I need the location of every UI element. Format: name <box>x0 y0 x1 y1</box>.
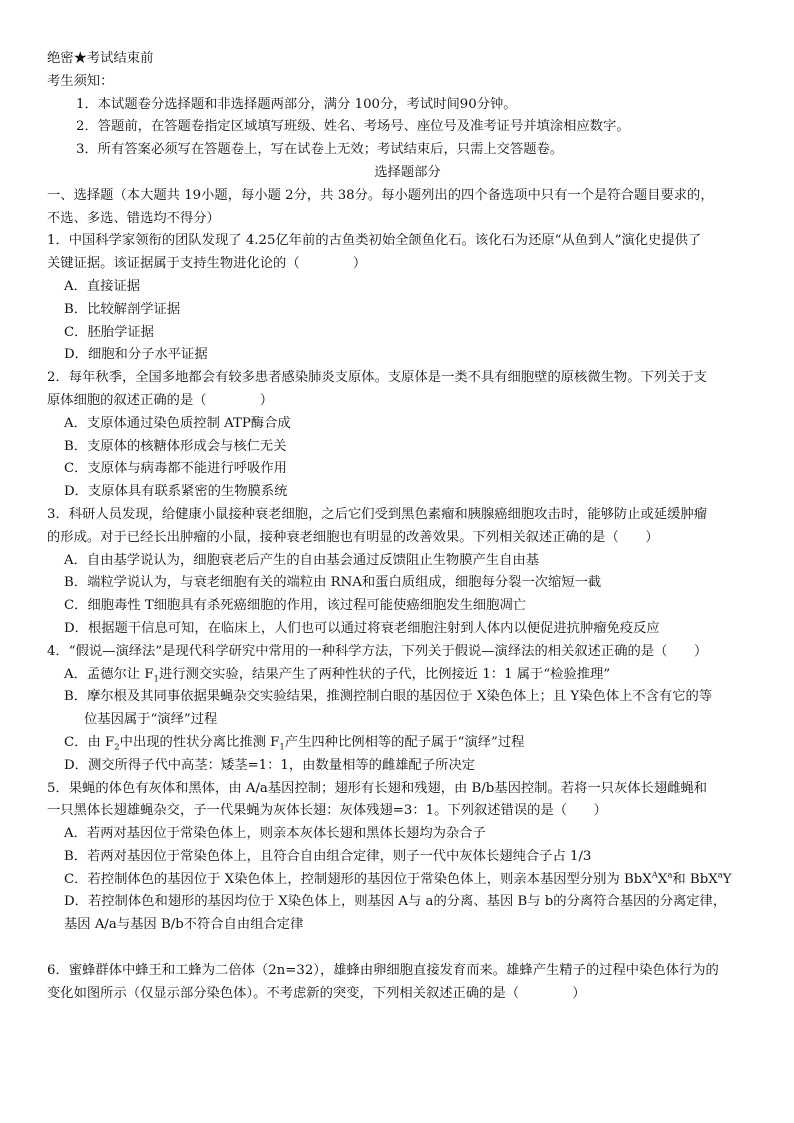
superscript: a <box>667 870 673 881</box>
option-d: D．支原体具有联系紧密的生物膜系统 <box>64 484 288 500</box>
option-d: D．细胞和分子水平证据 <box>64 347 208 363</box>
question-stem: 4．“假说—演绎法”是现代科学研究中常用的一种科学方法，下列关于假说—演绎法的相关叙述正确的是（ ） <box>47 643 708 659</box>
superscript: A <box>651 870 658 881</box>
option-a: A．若两对基因位于常染色体上，则亲本灰体长翅和黑体长翅均为杂合子 <box>64 826 486 842</box>
option-text: A．孟德尔让 F <box>64 666 154 682</box>
option-d: D．根据题干信息可知，在临床上，人们也可以通过将衰老细胞注射到人体内以便促进抗肿瘤免疫反应 <box>64 620 660 636</box>
option-c <box>47 732 772 755</box>
blank-spacer <box>47 937 772 960</box>
option-a: A．自由基学说认为，细胞衰老后产生的自由基会通过反馈阻止生物膜产生自由基 <box>64 552 539 568</box>
option-d-continued: 基因 A/a与基因 B/b不符合自由组合定律 <box>64 917 304 933</box>
option-text: 中出现的性状分离比推测 F <box>119 734 280 750</box>
part-instructions: 不选、多选、错选均不得分） <box>47 210 220 226</box>
question-1 <box>47 230 772 367</box>
option-d: D．测交所得子代中高茎：矮茎=1：1，由数量相等的雌雄配子所决定 <box>64 757 476 773</box>
option-text: C．由 F <box>64 734 115 750</box>
question-stem: 6．蜜蜂群体中蜂王和工蜂为二倍体（2n=32），雄蜂由卵细胞直接发育而来。雄蜂产生精子的过程中染色体行为的 <box>47 963 719 979</box>
question-stem: 原体细胞的叙述正确的是（ ） <box>47 392 274 408</box>
option-d: D．若控制体色和翅形的基因均位于 X染色体上，则基因 A与 a的分离、基因 B与 b的分离符合基因的分离定律， <box>64 894 727 910</box>
question-stem: 3．科研人员发现，给健康小鼠接种衰老细胞，之后它们受到黑色素瘤和胰腺癌细胞攻击时，能够防止或延缓肿瘤 <box>47 506 708 522</box>
option-b: B．比较解剖学证据 <box>64 301 181 317</box>
subscript: 1 <box>279 742 285 753</box>
question-stem: 的形成。对于已经长出肿瘤的小鼠，接种衰老细胞也有明显的改善效果。下列相关叙述正确的是（ ） <box>47 529 659 545</box>
confidential-mark: 绝密★考试结束前 <box>47 51 154 66</box>
notice-item: 1．本试题卷分选择题和非选择题两部分，满分 100分，考试时间90分钟。 <box>76 96 517 112</box>
notice-title: 考生须知： <box>47 73 114 89</box>
option-c <box>47 869 772 892</box>
option-a <box>47 664 772 687</box>
notice-item: 3．所有答案必须写在答题卷上，写在试卷上无效；考试结束后，只需上交答题卷。 <box>76 142 564 158</box>
option-a: A．支原体通过染色质控制 ATP酶合成 <box>64 415 291 431</box>
option-text: X <box>657 871 668 887</box>
question-3 <box>47 504 772 641</box>
exam-page <box>47 48 772 1006</box>
section-title: 选择题部分 <box>374 164 441 180</box>
subscript: 2 <box>114 742 120 753</box>
option-b-continued: 位基因属于“演绎”过程 <box>84 712 218 728</box>
question-5 <box>47 778 772 938</box>
option-text: Y <box>722 871 732 887</box>
question-stem: 变化如图所示（仅显示部分染色体）。不考虑新的突变，下列相关叙述正确的是（ ） <box>47 985 586 1001</box>
question-6 <box>47 960 772 1006</box>
option-text: 和 BbX <box>672 871 718 887</box>
option-text: C．若控制体色的基因位于 X染色体上，控制翅形的基因位于常染色体上，则亲本基因型分别为 BbX <box>64 871 652 887</box>
option-a: A．直接证据 <box>64 278 141 294</box>
option-text: 产生四种比例相等的配子属于“演绎”过程 <box>284 734 525 750</box>
question-stem: 关键证据。该证据属于支持生物进化论的（ ） <box>47 256 367 272</box>
option-b: B．摩尔根及其同事依据果蝇杂交实验结果，推测控制白眼的基因位于 X染色体上；且 Y染色体上不含有它的等 <box>64 689 713 705</box>
question-4 <box>47 641 772 778</box>
option-c: C．胚胎学证据 <box>64 324 154 340</box>
superscript: a <box>717 870 723 881</box>
option-c: C．细胞毒性 T细胞具有杀死癌细胞的作用，该过程可能使癌细胞发生细胞凋亡 <box>64 598 527 614</box>
part-instructions: 一、选择题（本大题共 19小题，每小题 2分，共 38分。每小题列出的四个备选项中只有一个是符合题目要求的， <box>47 187 714 203</box>
question-stem: 2．每年秋季，全国多地都会有较多患者感染肺炎支原体。支原体是一类不具有细胞壁的原核微生物。下列关于支 <box>47 370 708 386</box>
option-c: C．支原体与病毒都不能进行呼吸作用 <box>64 461 287 477</box>
question-2 <box>47 367 772 504</box>
option-b: B．若两对基因位于常染色体上，且符合自由组合定律，则子一代中灰体长翅纯合子占 1/3 <box>64 848 592 864</box>
option-text: 进行测交实验，结果产生了两种性状的子代，比例接近 1：1 属于“检验推理” <box>158 666 611 682</box>
subscript: 1 <box>153 674 159 685</box>
question-stem: 1．中国科学家领衔的团队发现了 4.25亿年前的古鱼类初始全颌鱼化石。该化石为还原“从鱼到人”演化史提供了 <box>47 233 702 249</box>
notice-item: 2．答题前，在答题卷指定区域填写班级、姓名、考场号、座位号及准考证号并填涂相应数字。 <box>76 119 630 135</box>
option-b: B．端粒学说认为，与衰老细胞有关的端粒由 RNA和蛋白质组成，细胞每分裂一次缩短一截 <box>64 575 602 591</box>
question-stem: 5．果蝇的体色有灰体和黑体，由 A/a基因控制；翅形有长翅和残翅，由 B/b基因控制。若将一只灰体长翅雌蝇和 <box>47 780 708 796</box>
question-stem: 一只黑体长翅雄蝇杂交，子一代果蝇为灰体长翅：灰体残翅=3：1。下列叙述错误的是（ ） <box>47 803 607 819</box>
option-b: B．支原体的核糖体形成会与核仁无关 <box>64 438 287 454</box>
